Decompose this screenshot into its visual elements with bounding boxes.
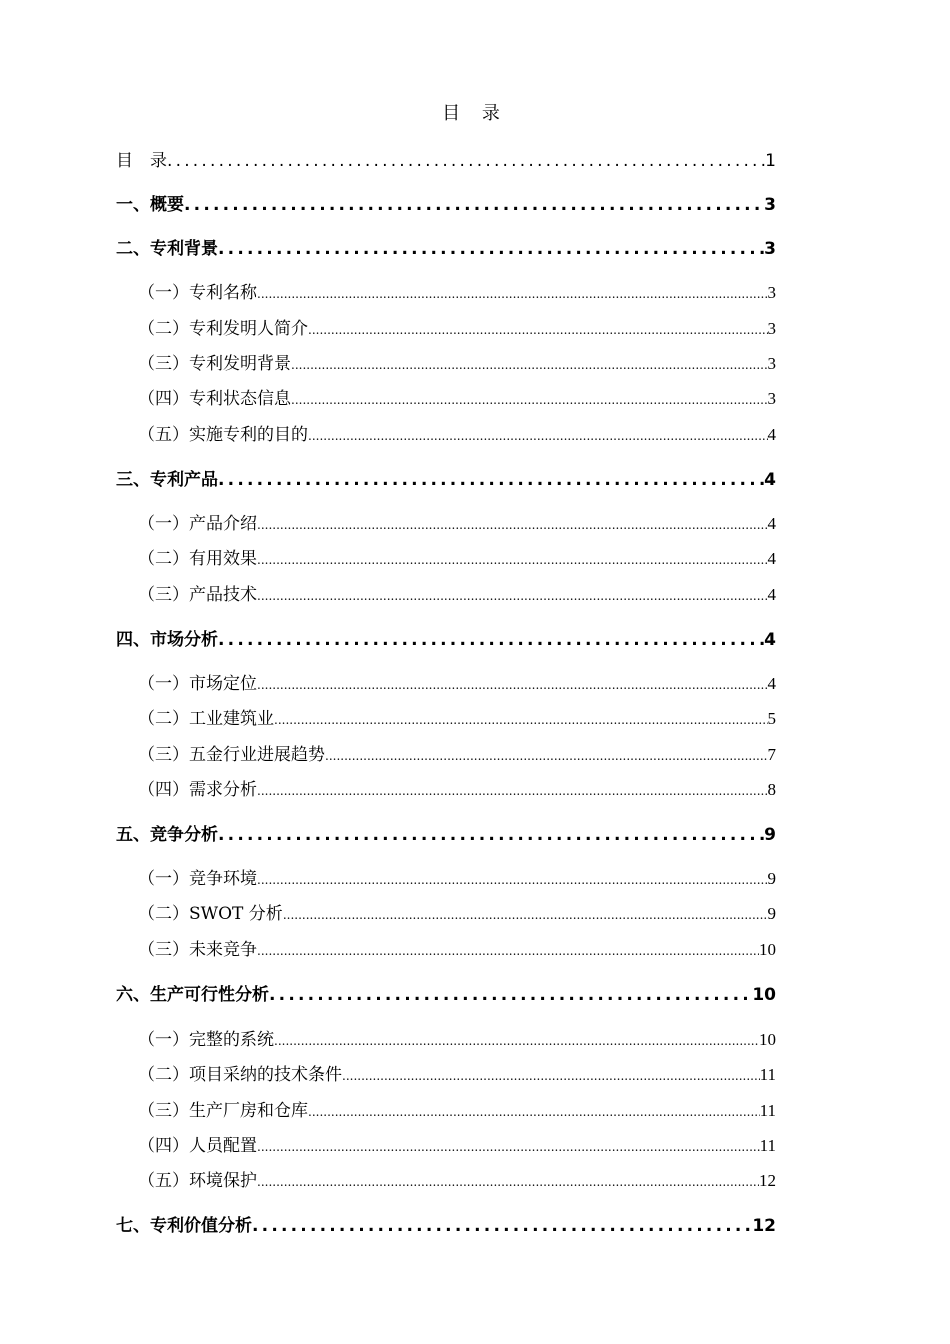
toc-entry-title: （四）专利状态信息 xyxy=(138,389,291,409)
dot-leader xyxy=(184,195,764,215)
toc-entry[interactable] xyxy=(138,669,776,693)
toc-page-number: 10 xyxy=(752,985,776,1005)
toc-page-number: 4 xyxy=(767,425,776,444)
toc-entry-title: （三）未来竞争 xyxy=(138,940,257,960)
toc-entry-title: （二）项目采纳的技术条件 xyxy=(138,1065,342,1085)
toc-entry[interactable] xyxy=(138,1060,776,1084)
toc-entry[interactable] xyxy=(116,146,776,170)
toc-entry-title: （二）SWOT 分析 xyxy=(138,904,283,924)
toc-entry-title: （一）竞争环境 xyxy=(138,869,257,889)
toc-page-number: 1 xyxy=(765,151,776,171)
toc-entry[interactable] xyxy=(116,625,776,649)
toc-entry[interactable] xyxy=(138,580,776,604)
toc-entry[interactable] xyxy=(138,278,776,302)
toc-page-number: 3 xyxy=(767,354,776,373)
toc-page-number: 3 xyxy=(764,239,776,259)
toc-page-number: 4 xyxy=(767,514,776,533)
toc-entry-title: （一）完整的系统 xyxy=(138,1030,274,1050)
toc-entry[interactable] xyxy=(116,1211,776,1235)
dot-leader xyxy=(257,678,768,692)
toc-entry-title: （一）市场定位 xyxy=(138,674,257,694)
dot-leader xyxy=(218,239,764,259)
toc-page-number: 12 xyxy=(759,1171,776,1190)
dot-leader xyxy=(342,1069,760,1083)
toc-entry-title: （三）五金行业进展趋势 xyxy=(138,745,325,765)
toc-entry-title: 二、专利背景 xyxy=(116,239,218,259)
toc-entry-title: （四）人员配置 xyxy=(138,1136,257,1156)
dot-leader xyxy=(257,287,768,301)
dot-leader xyxy=(218,630,764,650)
toc-entry[interactable] xyxy=(138,740,776,764)
toc-page-number: 9 xyxy=(764,825,776,845)
toc-page-number: 4 xyxy=(767,549,776,568)
toc-page-number: 4 xyxy=(764,630,776,650)
toc-page-number: 8 xyxy=(767,780,776,799)
toc-entry[interactable] xyxy=(138,864,776,888)
toc-page-number: 11 xyxy=(759,1101,776,1120)
dot-leader xyxy=(167,151,765,171)
dot-leader xyxy=(274,713,768,727)
toc-page-number: 5 xyxy=(767,709,776,728)
toc-entry-title: 四、市场分析 xyxy=(116,630,218,650)
dot-leader xyxy=(257,518,768,532)
toc-entry[interactable] xyxy=(138,384,776,408)
toc-entry-title: （五）环境保护 xyxy=(138,1171,257,1191)
toc-entry[interactable] xyxy=(138,509,776,533)
toc-entry-title: （五）实施专利的目的 xyxy=(138,425,308,445)
toc-page-number: 12 xyxy=(752,1216,776,1236)
dot-leader xyxy=(257,784,768,798)
toc-entry-title: （一）专利名称 xyxy=(138,283,257,303)
dot-leader xyxy=(252,1216,752,1236)
dot-leader xyxy=(257,1140,760,1154)
toc-page-number: 3 xyxy=(767,389,776,408)
toc-entry-title: （二）有用效果 xyxy=(138,549,257,569)
toc-page-number: 4 xyxy=(767,674,776,693)
toc-entry-title: 一、概要 xyxy=(116,195,184,215)
toc-page-number: 10 xyxy=(759,940,776,959)
toc-page-number: 9 xyxy=(767,869,776,888)
toc-entry[interactable] xyxy=(116,820,776,844)
dot-leader xyxy=(308,1105,760,1119)
toc-entry-title: 六、生产可行性分析 xyxy=(116,985,269,1005)
toc-page-number: 3 xyxy=(767,283,776,302)
toc-entry[interactable] xyxy=(138,704,776,728)
toc-entry[interactable] xyxy=(138,1166,776,1190)
dot-leader xyxy=(257,944,759,958)
toc-entry-title: （一）产品介绍 xyxy=(138,514,257,534)
dot-leader xyxy=(283,908,768,922)
toc-entry[interactable] xyxy=(138,420,776,444)
dot-leader xyxy=(308,323,768,337)
toc-entry[interactable] xyxy=(116,234,776,258)
toc-page-number: 3 xyxy=(764,195,776,215)
toc-page-number: 10 xyxy=(759,1030,776,1049)
toc-entry[interactable] xyxy=(138,899,776,923)
toc-entry-title: （三）生产厂房和仓库 xyxy=(138,1101,308,1121)
toc-entry-title: （二）专利发明人简介 xyxy=(138,319,308,339)
toc-entry[interactable] xyxy=(116,190,776,214)
toc-entry[interactable] xyxy=(116,465,776,489)
dot-leader xyxy=(257,553,768,567)
toc-entry-title: （三）专利发明背景 xyxy=(138,354,291,374)
toc-page-number: 4 xyxy=(767,585,776,604)
dot-leader xyxy=(218,470,764,490)
toc-page-number: 9 xyxy=(767,904,776,923)
toc-entry[interactable] xyxy=(138,314,776,338)
toc-title: 目 录 xyxy=(442,103,508,124)
toc-entry[interactable] xyxy=(138,544,776,568)
toc-entry[interactable] xyxy=(138,1096,776,1120)
dot-leader xyxy=(291,358,768,372)
dot-leader xyxy=(257,873,768,887)
dot-leader xyxy=(291,393,768,407)
toc-page-number: 7 xyxy=(767,745,776,764)
toc-page-number: 4 xyxy=(764,470,776,490)
dot-leader xyxy=(257,1175,759,1189)
dot-leader xyxy=(218,825,764,845)
toc-entry[interactable] xyxy=(138,349,776,373)
dot-leader xyxy=(274,1034,759,1048)
toc-entry-title: （三）产品技术 xyxy=(138,585,257,605)
toc-entry[interactable] xyxy=(138,1131,776,1155)
toc-entry-title: （二）工业建筑业 xyxy=(138,709,274,729)
toc-entry-title: （四）需求分析 xyxy=(138,780,257,800)
dot-leader xyxy=(308,429,768,443)
dot-leader xyxy=(269,985,752,1005)
toc-entry[interactable] xyxy=(138,775,776,799)
dot-leader xyxy=(257,589,768,603)
toc-entry-title: 七、专利价值分析 xyxy=(116,1216,252,1236)
toc-page-number: 11 xyxy=(759,1065,776,1084)
toc-page-number: 11 xyxy=(759,1136,776,1155)
toc-entry[interactable] xyxy=(116,980,776,1004)
toc-page-number: 3 xyxy=(767,319,776,338)
toc-entry-title: 目 录 xyxy=(116,151,167,171)
toc-entry-title: 三、专利产品 xyxy=(116,470,218,490)
toc-entry[interactable] xyxy=(138,935,776,959)
toc-entry-title: 五、竞争分析 xyxy=(116,825,218,845)
toc-entry[interactable] xyxy=(138,1025,776,1049)
dot-leader xyxy=(325,749,768,763)
